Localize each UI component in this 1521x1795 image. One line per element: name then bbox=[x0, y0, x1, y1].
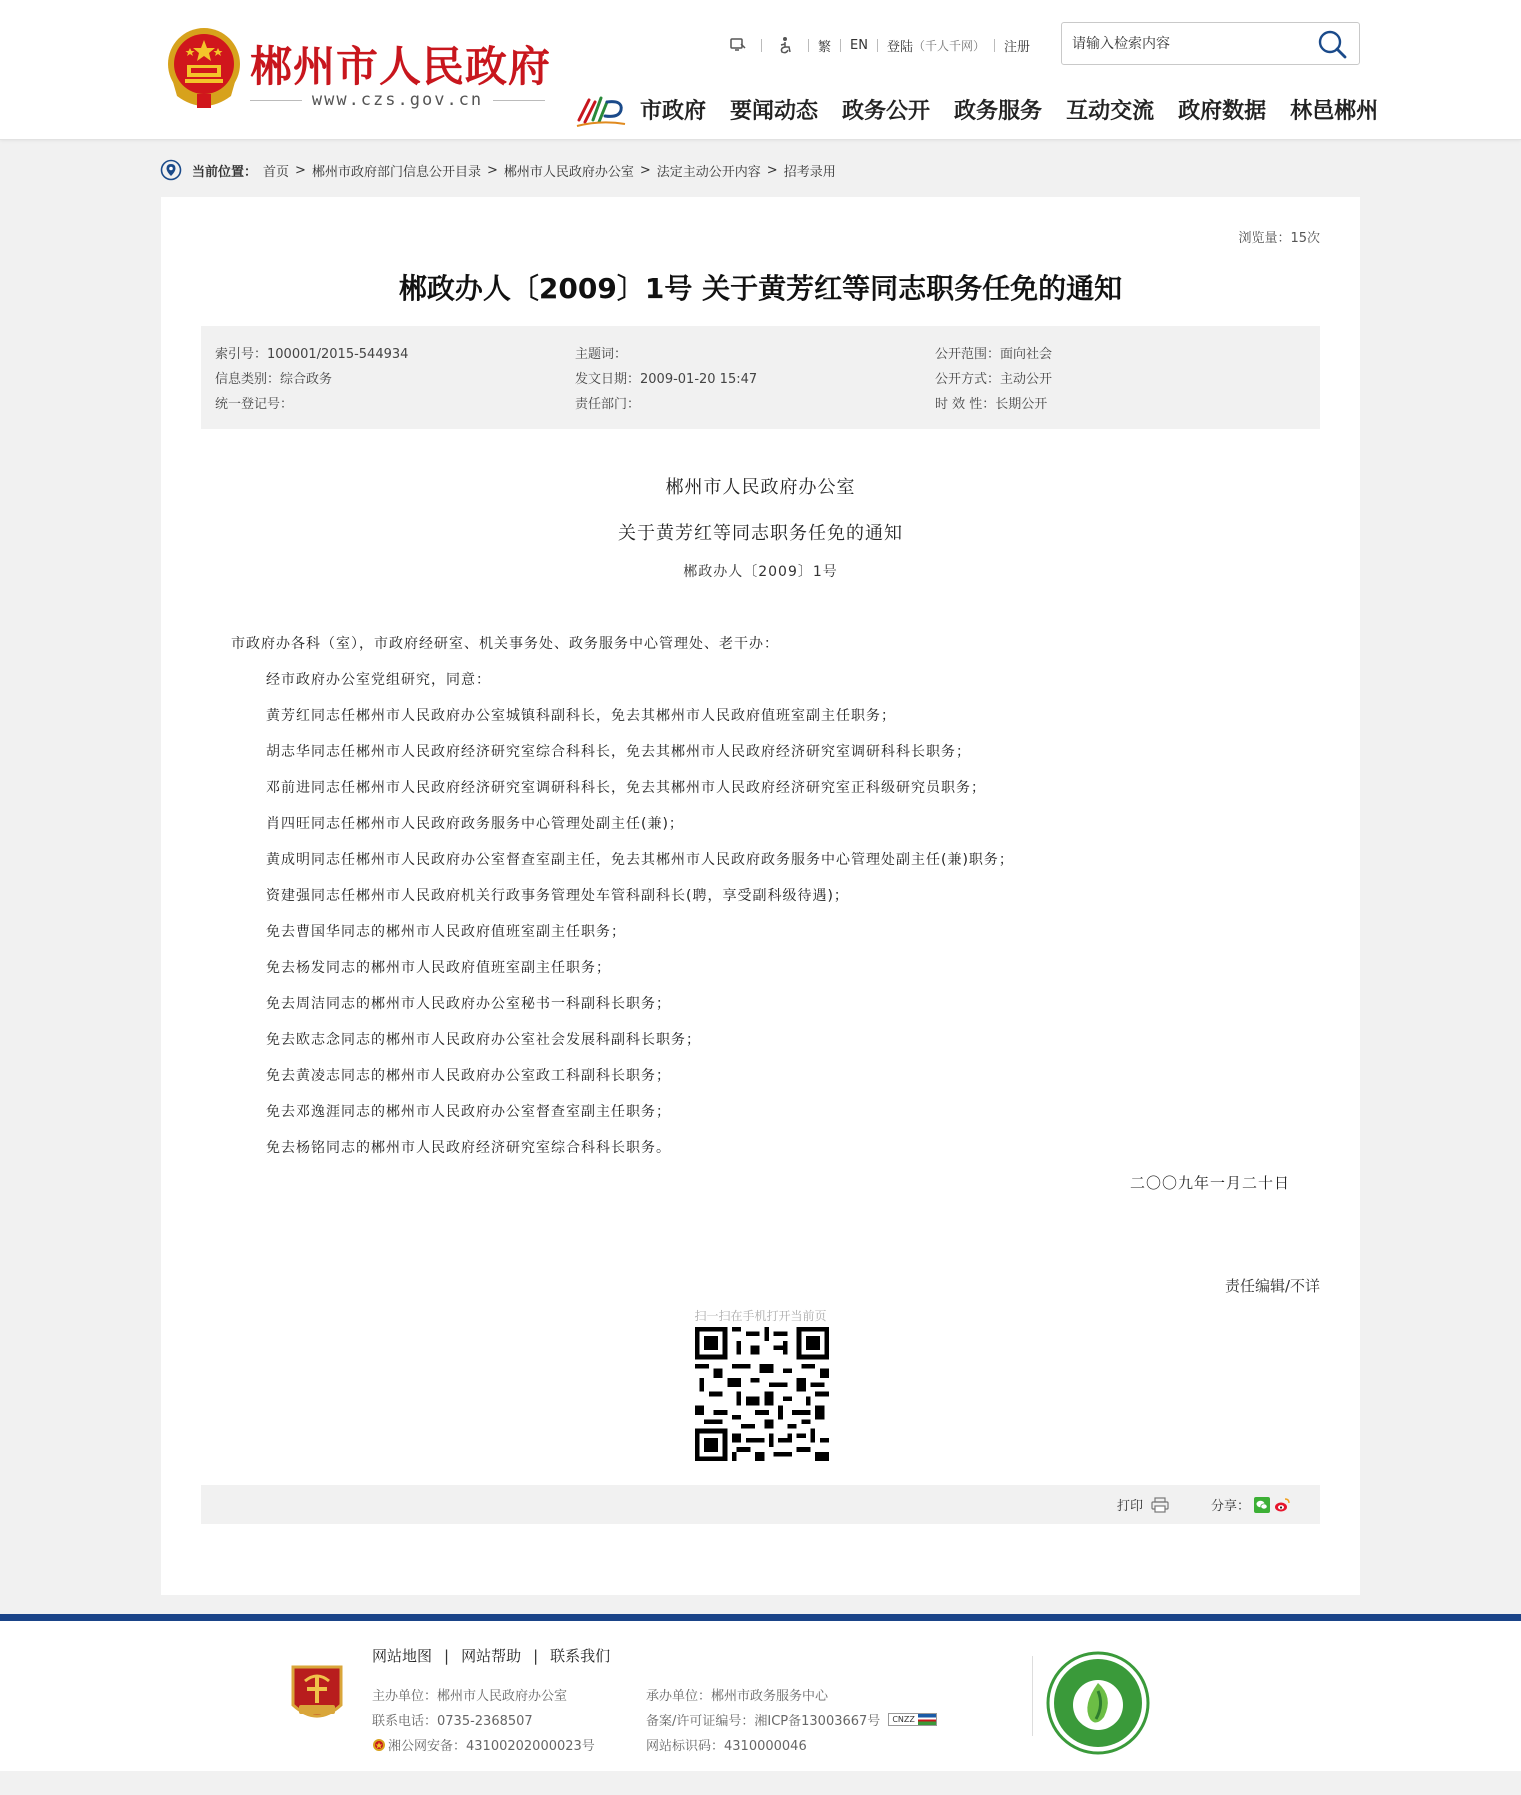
location-pin-icon bbox=[160, 159, 182, 181]
weibo-icon[interactable] bbox=[1274, 1497, 1290, 1513]
cnzz-badge[interactable] bbox=[888, 1713, 937, 1726]
body-line: 免去杨铭同志的郴州市人民政府经济研究室综合科科长职务。 bbox=[266, 1140, 671, 1156]
wechat-icon[interactable] bbox=[1254, 1497, 1270, 1513]
nav-linyi-chenzhou[interactable]: 林邑郴州 bbox=[1290, 99, 1379, 124]
breadcrumb-recruitment[interactable]: 招考录用 bbox=[783, 164, 836, 180]
breadcrumb-separator: > bbox=[486, 162, 498, 178]
main-nav bbox=[640, 94, 1378, 125]
body-line: 胡志华同志任郴州市人民政府经济研究室综合科科长，免去其郴州市人民政府经济研究室调研科科长职务； bbox=[266, 744, 971, 760]
breadcrumb-separator: > bbox=[295, 162, 306, 178]
meta-reg-no: 统一登记号： bbox=[215, 397, 294, 412]
register-link[interactable]: 注册 bbox=[1004, 39, 1031, 55]
breadcrumb-directory[interactable]: 郴州市政府部门信息公开目录 bbox=[311, 164, 481, 180]
site-footer bbox=[0, 1621, 1521, 1771]
meta-index-no: 索引号：100001/2015-544934 bbox=[215, 347, 409, 362]
print-label: 打印 bbox=[1117, 1499, 1144, 1514]
breadcrumb-label: 当前位置： bbox=[192, 164, 258, 180]
share-label: 分享： bbox=[1211, 1499, 1251, 1514]
nav-gov-data[interactable]: 政府数据 bbox=[1178, 99, 1267, 124]
login-link[interactable]: 登陆 bbox=[886, 39, 913, 55]
article-title: 郴政办人〔2009〕1号 关于黄芳红等同志职务任免的通知 bbox=[398, 272, 1123, 305]
body-line: 免去邓逸涯同志的郴州市人民政府办公室督查室副主任职务； bbox=[266, 1104, 671, 1120]
url-divider-left bbox=[250, 100, 302, 101]
meta-date: 发文日期：2009-01-20 15:47 bbox=[575, 372, 758, 387]
footer-icp[interactable] bbox=[646, 1710, 937, 1729]
issue-date: 二〇〇九年一月二十日 bbox=[1129, 1174, 1290, 1192]
nav-gov-affairs-open[interactable]: 政务公开 bbox=[842, 99, 931, 124]
body-line: 市政府办各科（室），市政府经研室、机关事务处、政务服务中心管理处、老干办： bbox=[231, 636, 779, 652]
meta-department: 责任部门： bbox=[575, 397, 641, 412]
meta-subject: 主题词： bbox=[575, 347, 628, 362]
meta-scope: 公开范围：面向社会 bbox=[935, 347, 1053, 362]
body-line: 免去曹国华同志的郴州市人民政府值班室副主任职务； bbox=[266, 924, 626, 940]
site-url-row bbox=[250, 88, 545, 112]
body-line: 免去黄凌志同志的郴州市人民政府办公室政工科副科长职务； bbox=[266, 1068, 671, 1084]
breadcrumb-separator: > bbox=[766, 162, 778, 178]
icp-text: 备案/许可证编号：湘ICP备13003667号 bbox=[646, 1714, 881, 1729]
national-emblem-icon[interactable] bbox=[163, 24, 245, 112]
site-header bbox=[0, 0, 1521, 140]
document-number: 郴政办人〔2009〕1号 bbox=[683, 564, 838, 580]
top-links bbox=[724, 34, 1030, 56]
search-box bbox=[1061, 22, 1360, 65]
body-line: 免去杨发同志的郴州市人民政府值班室副主任职务； bbox=[266, 960, 611, 976]
site-name[interactable]: 郴州市人民政府 bbox=[250, 42, 552, 91]
divider bbox=[761, 39, 762, 52]
footer-organizer: 承办单位：郴州市政务服务中心 bbox=[646, 1689, 829, 1704]
divider bbox=[877, 39, 878, 52]
qr-caption: 扫一扫在手机打开当前页 bbox=[694, 1309, 827, 1323]
share-bar bbox=[201, 1485, 1320, 1524]
accessibility-icon[interactable] bbox=[775, 35, 795, 55]
issuer-heading: 郴州市人民政府办公室 bbox=[665, 477, 856, 498]
linyi-logo-icon bbox=[575, 90, 627, 130]
breadcrumb-office[interactable]: 郴州市人民政府办公室 bbox=[503, 164, 634, 180]
footer-contact-link[interactable]: 联系我们 bbox=[550, 1647, 611, 1665]
meta-table bbox=[201, 326, 1320, 429]
footer-host: 主办单位：郴州市人民政府办公室 bbox=[372, 1689, 568, 1704]
divider: | bbox=[533, 1646, 539, 1665]
article-card bbox=[161, 197, 1360, 1595]
footer-links bbox=[372, 1645, 610, 1666]
nav-interaction[interactable]: 互动交流 bbox=[1066, 99, 1155, 124]
body-line: 肖四旺同志任郴州市人民政府政务服务中心管理处副主任(兼)； bbox=[266, 816, 684, 832]
body-line: 经市政府办公室党组研究，同意： bbox=[266, 672, 491, 688]
footer-police-record[interactable] bbox=[372, 1735, 595, 1754]
site-url: www.czs.gov.cn bbox=[311, 90, 484, 110]
footer-divider bbox=[1032, 1656, 1033, 1736]
nav-news[interactable]: 要闻动态 bbox=[730, 99, 819, 124]
body-line: 邓前进同志任郴州市人民政府经济研究室调研科科长，免去其郴州市人民政府经济研究室正科级研究员职务； bbox=[266, 780, 986, 796]
print-button[interactable] bbox=[1117, 1495, 1169, 1514]
qr-code-icon bbox=[695, 1327, 829, 1461]
meta-category: 信息类别：综合政务 bbox=[215, 372, 333, 387]
breadcrumb-separator: > bbox=[639, 162, 651, 178]
civilization-badge-icon[interactable] bbox=[1046, 1651, 1150, 1755]
footer-help-link[interactable]: 网站帮助 bbox=[461, 1647, 522, 1665]
search-icon[interactable] bbox=[1317, 29, 1349, 59]
divider: | bbox=[444, 1646, 450, 1665]
view-count: 浏览量：15次 bbox=[1238, 231, 1320, 246]
search-input[interactable] bbox=[1072, 33, 1302, 55]
party-organ-badge-icon[interactable] bbox=[289, 1661, 345, 1725]
notice-heading: 关于黄芳红等同志职务任免的通知 bbox=[618, 523, 903, 544]
body-line: 资建强同志任郴州市人民政府机关行政事务管理处车管科副科长(聘，享受副科级待遇)； bbox=[266, 888, 849, 904]
url-divider-right bbox=[493, 100, 545, 101]
nav-gov-services[interactable]: 政务服务 bbox=[954, 99, 1043, 124]
body-line: 黄芳红同志任郴州市人民政府办公室城镇科副科长，免去其郴州市人民政府值班室副主任职务； bbox=[266, 708, 896, 724]
responsible-editor: 责任编辑/不详 bbox=[1224, 1277, 1320, 1295]
breadcrumb-statutory[interactable]: 法定主动公开内容 bbox=[656, 164, 761, 180]
body-line: 免去周洁同志的郴州市人民政府办公室秘书一科副科长职务； bbox=[266, 996, 671, 1012]
body-line: 黄成明同志任郴州市人民政府办公室督查室副主任，免去其郴州市人民政府政务服务中心管理处副主任(兼)职务； bbox=[266, 852, 1014, 868]
divider bbox=[840, 39, 841, 52]
cnzz-stripes-icon bbox=[918, 1714, 936, 1725]
divider bbox=[994, 39, 995, 52]
traditional-chinese-link[interactable]: 繁 bbox=[818, 39, 832, 55]
footer-phone: 联系电话：0735-2368507 bbox=[372, 1714, 533, 1729]
nav-city-government[interactable]: 市政府 bbox=[640, 99, 707, 124]
cnzz-label: CNZZ bbox=[892, 1715, 915, 1724]
footer-accent-bar bbox=[0, 1614, 1521, 1621]
breadcrumb-home[interactable]: 首页 bbox=[263, 164, 290, 180]
meta-validity: 时 效 性：长期公开 bbox=[935, 397, 1048, 412]
breadcrumb bbox=[160, 158, 836, 182]
footer-sitemap-link[interactable]: 网站地图 bbox=[372, 1647, 433, 1665]
share-group bbox=[1211, 1495, 1290, 1514]
police-badge-icon bbox=[372, 1738, 386, 1752]
body-line: 免去欧志念同志的郴州市人民政府办公室社会发展科副科长职务； bbox=[266, 1032, 701, 1048]
divider bbox=[808, 39, 809, 52]
screen-reader-icon[interactable] bbox=[728, 35, 748, 55]
police-record-text: 湘公网安备：43100202000023号 bbox=[388, 1739, 595, 1754]
footer-site-code: 网站标识码：4310000046 bbox=[646, 1739, 807, 1754]
english-link[interactable]: EN bbox=[850, 37, 868, 53]
printer-icon bbox=[1151, 1497, 1169, 1513]
meta-method: 公开方式：主动公开 bbox=[935, 372, 1053, 387]
login-sub[interactable]: （千人千网） bbox=[912, 38, 985, 53]
